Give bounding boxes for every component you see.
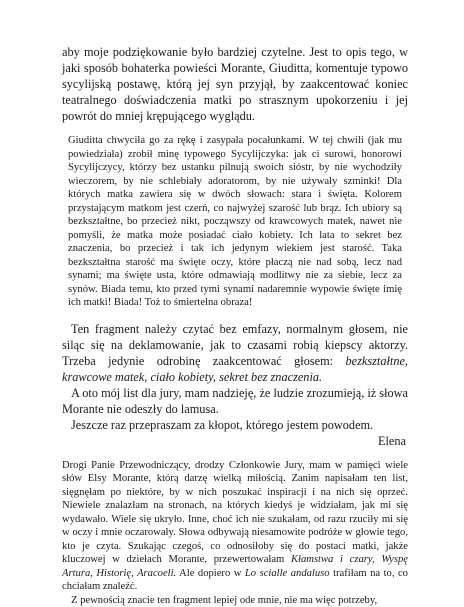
- reading-instructions-paragraph: [62, 321, 408, 385]
- letter-text-part: Ale dopiero w: [176, 568, 245, 579]
- letter-opening-paragraph: [62, 459, 408, 594]
- signature: Elena: [62, 433, 408, 449]
- letter-second-paragraph: Z pewnością znacie ten fragment lepiej ode mnie, nie ma więc potrzeby,: [62, 594, 408, 607]
- letter-text-part: Drogi Panie Przewodniczący, drodzy Członkowie Jury, mam w pamięci wiele słów Elsy Morante, którą darzę wielką miłością. Zanim napisałam ten list, sięgnęłam po niektóre, by w nich poszukać inspiracji i na nich się oprzeć. Niewiele znalazłam na stronach, na których kiedyś je widziałam, jak mi się wydawało. Wiele się ukryło. Inne, choć ich nie szukałam, od razu rzuciły mi się w oczy i mnie oczarowały. Słowa odbywają niesamowite podróże w głowie tego, kto je czyta. Szukając czegoś, co odnosiłoby się do postaci matki, jakże kluczowej w dziełach Morante, przewertowałam: [62, 460, 408, 566]
- block-quote: Giuditta chwyciła go za rękę i zasypała pocałunkami. W tej chwili (jak mu powiedziała) zrobił minę typowego Sycylijczyka: jak ci surowi, honorowi Sycylijczycy, którzy bez ustanku pilnują swoich sióstr, by nie wychodziły wieczorem, by nie schlebiały adoratorom, by nie używały szminki! Dla których matka zawiera się w dwóch słowach: stara i święta. Kolorem przystającym matkom jest czerń, co najwyżej szarość lub brąz. Ich ubiory są bezkształtne, bo przecież nikt, począwszy od krawcowych matek, nawet nie pomyśli, że matka może posiadać ciało kobiety. Ich lata to sekret bez znaczenia, bo przecież i tak ich jedynym wiekiem jest starość. Taka bezkształtna starość ma święte oczy, które płaczą nie nad sobą, lecz nad synami; ma święte usta, które odmawiają modlitwy nie za siebie, lecz za synów. Biada temu, kto przed tymi synami nadaremnie wypowie święte imię ich matki! Biada! Toż to śmiertelna obraza!: [68, 134, 402, 310]
- reading-instructions-text: Ten fragment należy czytać bez emfazy, normalnym głosem, nie siląc się na deklamowanie, jak to czasami robią kiepscy aktorzy. Trzeba jedynie odrobinę zaakcentować głosem:: [62, 322, 408, 368]
- letter-text-part: trafiłam na to, co chciałam znaleźć.: [62, 568, 408, 593]
- emphasized-words: bezkształtne, krawcowe matek, ciało kobiety, sekret bez znaczenia.: [62, 354, 408, 384]
- book-titles: Kłamstwa i czary, Wyspę Artura, Historię, Aracoeli.: [62, 554, 408, 579]
- book-title: Lo scialle andaluso: [245, 568, 330, 579]
- apology-paragraph: Jeszcze raz przepraszam za kłopot, którego jestem powodem.: [62, 417, 408, 433]
- jury-letter-paragraph: A oto mój list dla jury, mam nadzieję, że ludzie zrozumieją, iż słowa Morante nie odeszły do lamusa.: [62, 385, 408, 417]
- intro-paragraph: aby moje podziękowanie było bardziej czytelne. Jest to opis tego, w jaki sposób bohaterka powieści Morante, Giuditta, komentuje typowo sycylijską postawę, którą jej syn przyjął, by zaakcentować koniec teatralnego doświadczenia matki po strasznym upokorzeniu i jej powrót do mniej krępującego wyglądu.: [62, 44, 408, 124]
